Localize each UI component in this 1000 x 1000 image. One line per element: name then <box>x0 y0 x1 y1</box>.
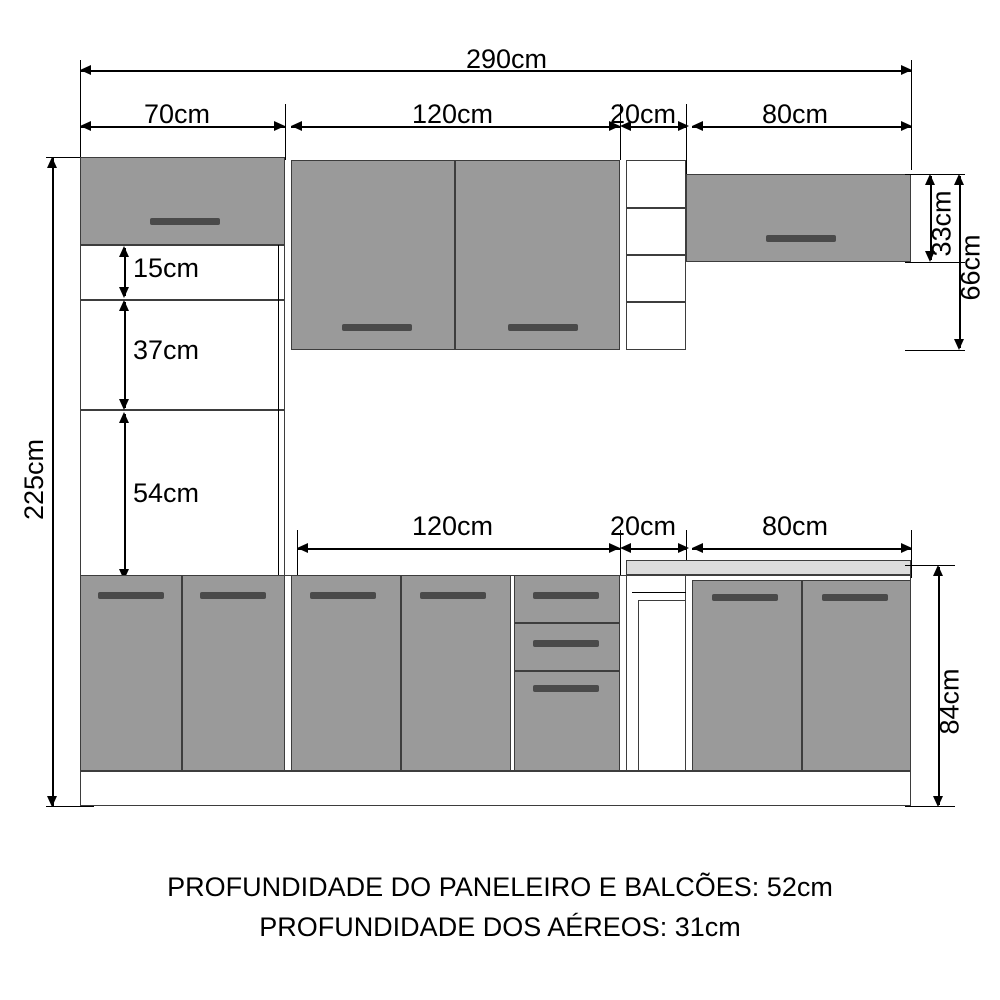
base-door-1[interactable] <box>80 575 182 771</box>
base-drawer-2[interactable] <box>514 623 620 671</box>
ext-h-bottom <box>46 806 94 807</box>
upper-cabinet-right-handle[interactable] <box>766 235 836 242</box>
dim-15-arrow-down <box>119 287 129 298</box>
caption-depth-base: PROFUNDIDADE DO PANELEIRO E BALCÕES: 52cm <box>167 872 833 902</box>
dim-seg1-arrow-right <box>274 121 285 131</box>
countertop <box>626 560 911 575</box>
dim-84-label: 84cm <box>934 668 965 735</box>
ext-h-right-bottom <box>905 350 965 351</box>
upper-niche-shelf-3 <box>626 255 686 302</box>
dim-bottom-seg2-line <box>626 548 686 550</box>
tall-unit-top-door-handle[interactable] <box>150 218 220 225</box>
base-drawer-3-handle[interactable] <box>533 685 599 692</box>
dim-seg4-label: 80cm <box>762 99 829 129</box>
base-drawer-1[interactable] <box>514 575 620 623</box>
base-door-1-handle[interactable] <box>98 592 164 599</box>
tall-unit-top-door[interactable] <box>80 157 285 245</box>
dim-33-arrow-up <box>925 174 935 185</box>
dim-total-top-label: 290cm <box>466 44 548 74</box>
ext-line-c <box>686 104 687 174</box>
dim-total-left-label: 225cm <box>19 438 50 521</box>
ext-h-84-top <box>905 565 955 566</box>
base-door-6[interactable] <box>802 580 911 771</box>
dim-bottom-seg1-arrow-left <box>297 543 308 553</box>
tall-unit-inner-divider <box>278 245 279 581</box>
ext-h-84-bottom <box>905 806 955 807</box>
dim-bottom-seg2-arrow-right <box>678 543 689 553</box>
base-drawer-2-handle[interactable] <box>533 640 599 647</box>
base-niche-top-edge <box>632 592 686 593</box>
dim-total-left-arrow-up <box>47 157 57 168</box>
ext-line-a <box>285 104 286 160</box>
dim-seg2-label: 120cm <box>412 99 494 129</box>
dim-seg3-arrow-right <box>678 121 689 131</box>
dim-seg4-arrow-left <box>692 121 703 131</box>
upper-niche-shelf-2 <box>626 208 686 255</box>
upper-niche-shelf-1 <box>626 160 686 208</box>
base-door-6-handle[interactable] <box>822 594 888 601</box>
base-door-4-handle[interactable] <box>420 592 486 599</box>
dim-total-top-arrow-left <box>80 65 91 75</box>
dim-84-arrow-up <box>933 565 943 576</box>
dim-66-arrow-up <box>954 174 964 185</box>
dim-54-line <box>124 414 126 578</box>
base-door-2[interactable] <box>182 575 285 771</box>
dim-37-arrow-down <box>119 399 129 410</box>
dim-37-label: 37cm <box>133 335 200 365</box>
dim-bottom-seg3-arrow-right <box>901 543 912 553</box>
base-door-5-handle[interactable] <box>712 594 778 601</box>
dim-bottom-seg1-line <box>297 548 620 550</box>
upper-cabinet-door-right[interactable] <box>455 160 620 350</box>
caption-depth-upper: PROFUNDIDADE DOS AÉREOS: 31cm <box>259 912 741 942</box>
dim-66-arrow-down <box>954 339 964 350</box>
ext-line-bottom-a <box>297 530 298 578</box>
dim-seg1-label: 70cm <box>144 99 211 129</box>
upper-cabinet-right[interactable] <box>686 174 911 262</box>
ext-h-top <box>46 157 84 158</box>
dim-seg3-label: 20cm <box>610 99 677 129</box>
ext-line-b <box>620 104 621 160</box>
ext-line-left <box>80 60 81 160</box>
dim-bottom-seg1-arrow-right <box>609 543 620 553</box>
base-door-2-handle[interactable] <box>200 592 266 599</box>
dim-54-arrow-up <box>119 412 129 423</box>
dim-bottom-seg1-label: 120cm <box>412 511 494 541</box>
dim-bottom-seg3-arrow-left <box>692 543 703 553</box>
dim-bottom-seg3-line <box>692 548 912 550</box>
base-door-4[interactable] <box>401 575 511 771</box>
base-door-3[interactable] <box>291 575 401 771</box>
dim-84-arrow-down <box>933 796 943 807</box>
dim-bottom-seg2-arrow-left <box>620 543 631 553</box>
dim-bottom-seg2-label: 20cm <box>610 511 677 541</box>
ext-line-bottom-d <box>911 530 912 578</box>
base-door-3-handle[interactable] <box>310 592 376 599</box>
upper-cabinet-door-left-handle[interactable] <box>342 324 412 331</box>
dim-33-label: 33cm <box>926 190 957 257</box>
dim-15-arrow-up <box>119 246 129 257</box>
dim-total-left-line <box>52 157 54 807</box>
dim-seg1-arrow-left <box>80 121 91 131</box>
upper-niche-shelf-4 <box>626 302 686 350</box>
base-drawer-1-handle[interactable] <box>533 592 599 599</box>
base-niche-inner <box>638 600 686 771</box>
dim-bottom-seg3-label: 80cm <box>762 511 829 541</box>
dim-66-label: 66cm <box>955 234 986 301</box>
dim-seg2-arrow-left <box>291 121 302 131</box>
ext-line-right <box>911 60 912 170</box>
upper-cabinet-door-left[interactable] <box>291 160 455 350</box>
dim-54-label: 54cm <box>133 478 200 508</box>
dim-15-label: 15cm <box>133 253 200 283</box>
base-door-5[interactable] <box>692 580 802 771</box>
plinth <box>80 771 911 806</box>
upper-cabinet-door-right-handle[interactable] <box>508 324 578 331</box>
dim-37-arrow-up <box>119 300 129 311</box>
dim-37-line <box>124 302 126 408</box>
